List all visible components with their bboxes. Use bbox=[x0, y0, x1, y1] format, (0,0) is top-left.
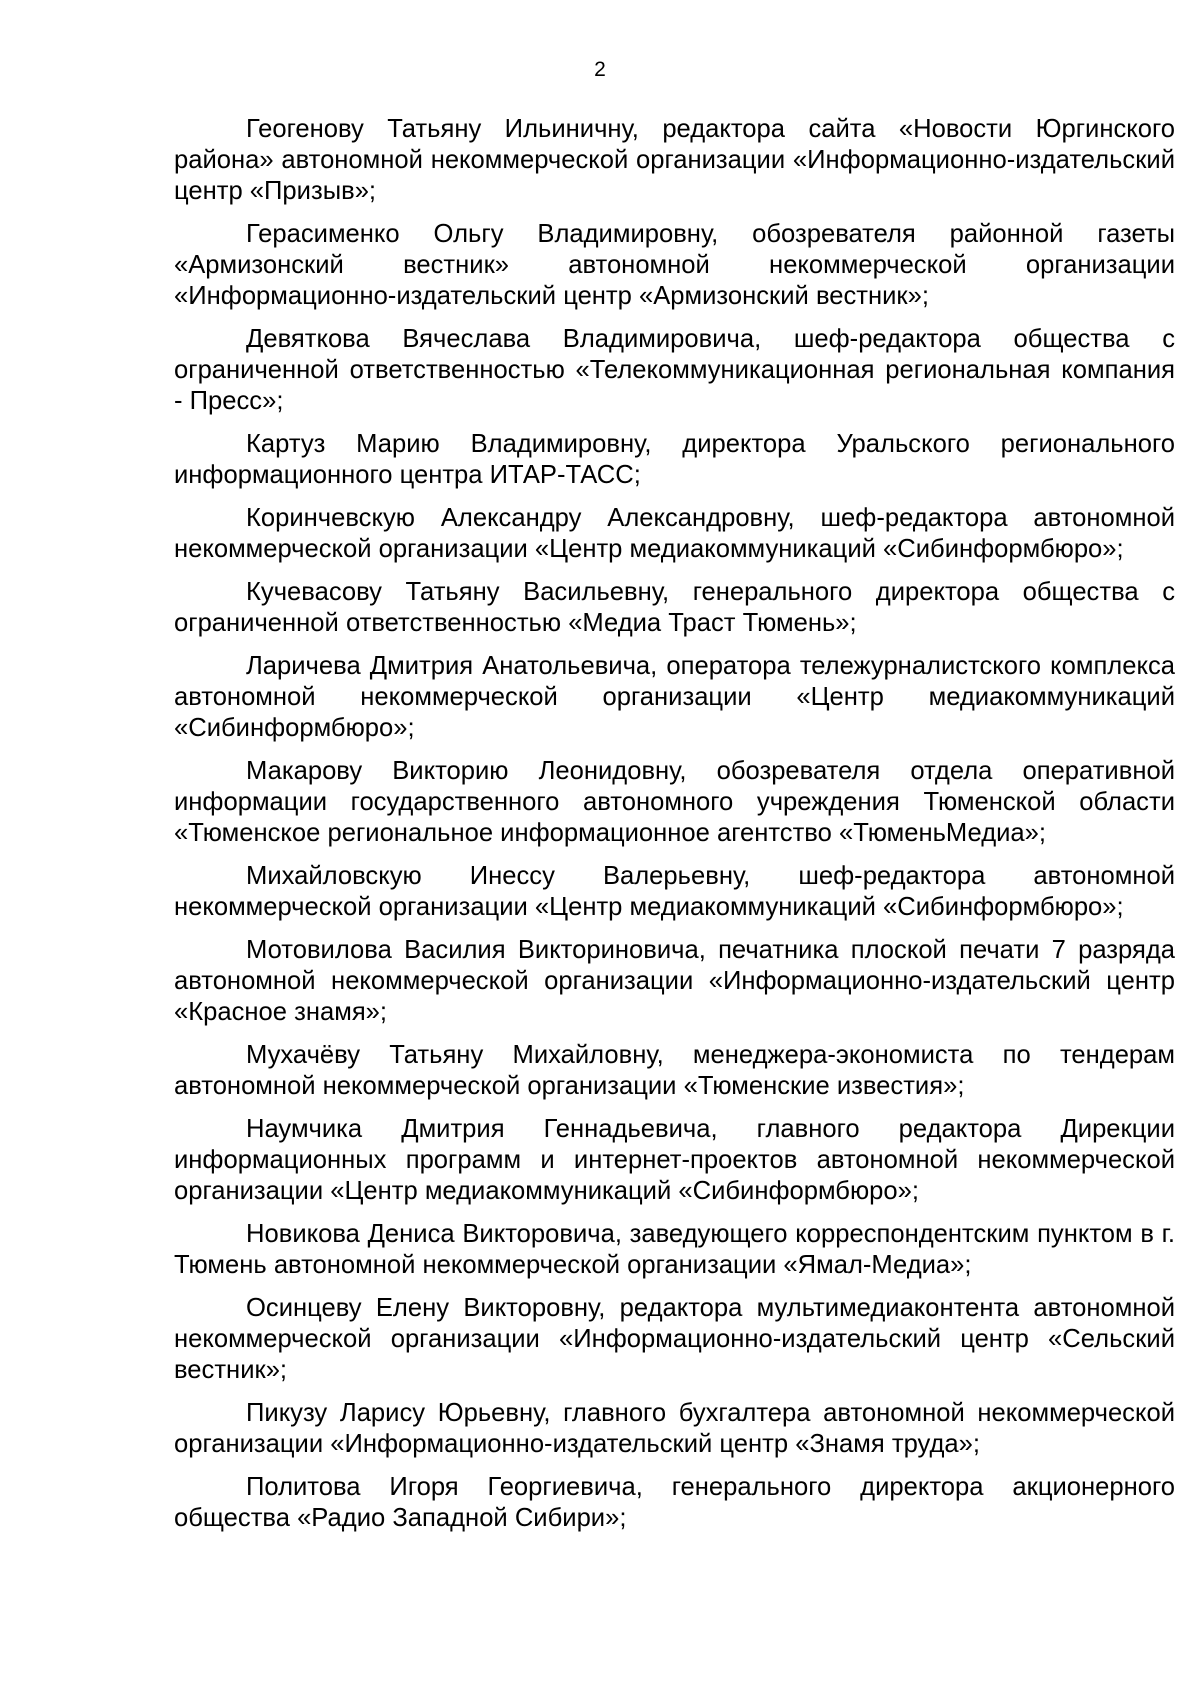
paragraph: Ларичева Дмитрия Анатольевича, оператора тележурналистского комплекса автономной некоммерческой организации «Центр медиакоммуникаций «Сибинформбюро»; bbox=[174, 652, 1175, 742]
paragraph: Герасименко Ольгу Владимировну, обозревателя районной газеты «Армизонский вестник» автономной некоммерческой организации «Информационно-издательский центр «Армизонский вестник»; bbox=[174, 220, 1175, 310]
paragraph: Девяткова Вячеслава Владимировича, шеф-редактора общества с ограниченной ответственностью «Телекоммуникационная региональная компания - Пресс»; bbox=[174, 325, 1175, 415]
paragraph: Мотовилова Василия Викториновича, печатника плоской печати 7 разряда автономной некоммерческой организации «Информационно-издательский центр «Красное знамя»; bbox=[174, 936, 1175, 1026]
paragraph: Картуз Марию Владимировну, директора Уральского регионального информационного центра ИТАР-ТАСС; bbox=[174, 430, 1175, 489]
paragraph: Кучевасову Татьяну Васильевну, генерального директора общества с ограниченной ответственностью «Медиа Траст Тюмень»; bbox=[174, 578, 1175, 637]
paragraph: Осинцеву Елену Викторовну, редактора мультимедиаконтента автономной некоммерческой организации «Информационно-издательский центр «Сельский вестник»; bbox=[174, 1294, 1175, 1384]
paragraph: Мухачёву Татьяну Михайловну, менеджера-экономиста по тендерам автономной некоммерческой организации «Тюменские известия»; bbox=[174, 1041, 1175, 1100]
paragraph: Геогенову Татьяну Ильиничну, редактора сайта «Новости Юргинского района» автономной некоммерческой организации «Информационно-издательский центр «Призыв»; bbox=[174, 115, 1175, 205]
paragraph: Михайловскую Инессу Валерьевну, шеф-редактора автономной некоммерческой организации «Центр медиакоммуникаций «Сибинформбюро»; bbox=[174, 862, 1175, 921]
paragraph: Пикузу Ларису Юрьевну, главного бухгалтера автономной некоммерческой организации «Информационно-издательский центр «Знамя труда»; bbox=[174, 1399, 1175, 1458]
paragraph: Наумчика Дмитрия Геннадьевича, главного редактора Дирекции информационных программ и интернет-проектов автономной некоммерческой организации «Центр медиакоммуникаций «Сибинформбюро»; bbox=[174, 1115, 1175, 1205]
paragraph: Новикова Дениса Викторовича, заведующего корреспондентским пунктом в г. Тюмень автономной некоммерческой организации «Ямал-Медиа»; bbox=[174, 1220, 1175, 1279]
page-number: 2 bbox=[594, 58, 606, 81]
paragraph: Коринчевскую Александру Александровну, шеф-редактора автономной некоммерческой организации «Центр медиакоммуникаций «Сибинформбюро»; bbox=[174, 504, 1175, 563]
document-body bbox=[174, 114, 1175, 1546]
paragraph: Макарову Викторию Леонидовну, обозревателя отдела оперативной информации государственного автономного учреждения Тюменской области «Тюменское региональное информационное агентство «ТюменьМедиа»; bbox=[174, 757, 1175, 847]
paragraph: Политова Игоря Георгиевича, генерального директора акционерного общества «Радио Западной Сибири»; bbox=[174, 1473, 1175, 1532]
